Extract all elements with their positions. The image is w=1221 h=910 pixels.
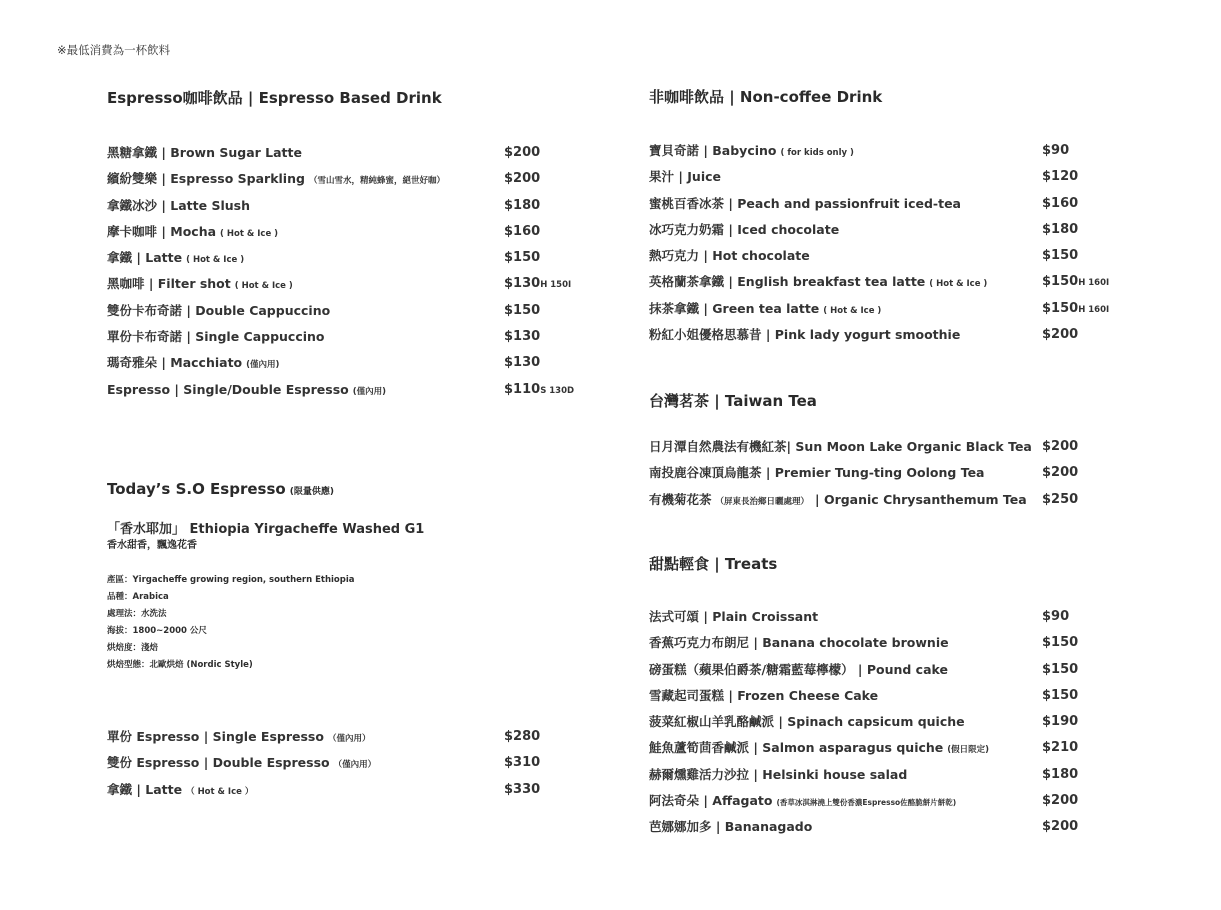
menu-item: 寶貝奇諾 | Babycino ( for kids only ) $90 xyxy=(649,143,1070,158)
espresso-list xyxy=(107,140,607,403)
treats-section xyxy=(649,552,1169,576)
detail-line: 海拔：1800~2000 公尺 xyxy=(107,626,207,636)
item-price: $130 xyxy=(504,329,541,345)
menu-item: 日月潭自然農法有機紅茶| Sun Moon Lake Organic Black Tea $200 xyxy=(649,434,1169,460)
item-price: $150 xyxy=(1042,274,1079,290)
item-price: $130 xyxy=(504,355,541,371)
item-price: $200 xyxy=(504,171,541,187)
item-price: $150 xyxy=(1042,248,1079,264)
espresso-section-title: Espresso咖啡飲品 | Espresso Based Drink xyxy=(107,89,442,107)
menu-item: 繽紛雙樂 | Espresso Sparkling （雪山雪水，精純蜂蜜，絕世好咖） $200 xyxy=(107,171,541,187)
menu-item: 法式可頌 | Plain Croissant $90 xyxy=(649,604,1169,630)
bean-name: 「香水耶加」 Ethiopia Yirgacheffe Washed G1 xyxy=(107,522,425,537)
minimum-charge-note: ※最低消費為一杯飲料 xyxy=(57,43,171,57)
espresso-section xyxy=(107,86,607,110)
menu-item: 阿法奇朵 | Affagato (香草冰淇淋澆上雙份香濃Espresso佐酪脆餅片餅乾) $200 xyxy=(649,788,1169,814)
so-espresso-title: Today’s S.O Espresso (限量供應) xyxy=(107,480,334,498)
menu-item: 拿鐵冰沙 | Latte Slush $180 xyxy=(107,197,541,213)
tea-section xyxy=(649,389,1169,413)
menu-item: 冰巧克力奶霜 | Iced chocolate $180 xyxy=(649,221,1079,237)
item-price: $330 xyxy=(504,781,541,797)
menu-item: 單份卡布奇諾 | Single Cappuccino $130 xyxy=(107,329,541,345)
menu-item: 南投鹿谷凍頂烏龍茶 | Premier Tung-ting Oolong Tea $200 xyxy=(649,460,1169,486)
menu-item: 磅蛋糕（蘋果伯爵茶/糖霜藍莓檸檬） | Pound cake $150 xyxy=(649,657,1169,683)
item-price: $130 xyxy=(504,276,541,292)
menu-item: 雪藏起司蛋糕 | Frozen Cheese Cake $150 xyxy=(649,683,1169,709)
item-price: $90 xyxy=(1042,609,1070,624)
menu-item: 拿鐵 | Latte ( Hot & Ice ) $150 xyxy=(107,250,541,266)
item-price: $200 xyxy=(1042,819,1079,835)
menu-item: 香蕉巧克力布朗尼 | Banana chocolate brownie $150 xyxy=(649,630,1169,656)
item-price: $150 xyxy=(504,250,541,266)
bean-description: 香水甜香，飄逸花香 xyxy=(107,540,197,551)
tea-list xyxy=(649,434,1169,513)
noncoffee-list xyxy=(649,138,1169,348)
bean-info xyxy=(107,521,607,553)
item-price: $160 xyxy=(504,223,541,239)
menu-item: 鮭魚蘆筍茴香鹹派 | Salmon asparagus quiche (假日限定) $210 xyxy=(649,735,1169,761)
item-price: $180 xyxy=(1042,221,1079,237)
item-price: $280 xyxy=(504,729,541,744)
menu-item: 有機菊花茶 （屏東長治鄉日曬處理） | Organic Chrysanthemum Tea $250 xyxy=(649,487,1169,513)
item-price: $190 xyxy=(1042,714,1079,730)
item-price: $180 xyxy=(504,197,541,213)
menu-item: 熱巧克力 | Hot chocolate $150 xyxy=(649,248,1079,264)
menu-item: 黑咖啡 | Filter shot ( Hot & Ice ) $130H 150I xyxy=(107,276,572,292)
bean-details xyxy=(107,572,607,674)
treats-list xyxy=(649,604,1169,841)
menu-item: 芭娜娜加多 | Bananagado $200 xyxy=(649,814,1169,840)
item-price: $200 xyxy=(1042,439,1079,454)
menu-item: 赫爾燻雞活力沙拉 | Helsinki house salad $180 xyxy=(649,762,1169,788)
menu-item: 英格蘭茶拿鐵 | English breakfast tea latte ( Hot & Ice ) $150H 160I xyxy=(649,274,1110,290)
so-espresso-section xyxy=(107,477,607,501)
item-price: $250 xyxy=(1042,491,1079,507)
detail-line: 產區：Yirgacheffe growing region, southern Ethiopia xyxy=(107,575,355,585)
menu-item: 瑪奇雅朵 | Macchiato (僅內用) $130 xyxy=(107,355,541,371)
menu-item: 黑糖拿鐵 | Brown Sugar Latte $200 xyxy=(107,145,541,160)
menu-item: 拿鐵 | Latte （ Hot & Ice ） $330 xyxy=(107,777,607,803)
item-price: $150 xyxy=(1042,635,1079,651)
tea-section-title: 台灣茗茶 | Taiwan Tea xyxy=(649,392,817,410)
item-price: $180 xyxy=(1042,766,1079,782)
treats-section-title: 甜點輕食 | Treats xyxy=(649,555,778,573)
menu-item: 菠菜紅椒山羊乳酪鹹派 | Spinach capsicum quiche $190 xyxy=(649,709,1169,735)
item-price: $150 xyxy=(1042,661,1079,677)
noncoffee-section-title: 非咖啡飲品 | Non-coffee Drink xyxy=(649,88,883,106)
item-price: $310 xyxy=(504,755,541,771)
item-price: $200 xyxy=(504,145,541,160)
detail-line: 烘焙度：淺焙 xyxy=(107,643,159,653)
item-price: $90 xyxy=(1042,143,1070,158)
item-price: $200 xyxy=(1042,793,1079,809)
item-price: $210 xyxy=(1042,740,1079,756)
item-price: $150 xyxy=(1042,300,1079,316)
item-price: $200 xyxy=(1042,465,1079,481)
so-espresso-list xyxy=(107,724,607,803)
menu-item: 蜜桃百香冰茶 | Peach and passionfruit iced-tea $160 xyxy=(649,195,1079,211)
item-price: $120 xyxy=(1042,169,1079,185)
menu-item: Espresso | Single/Double Espresso (僅內用) $110S 130D xyxy=(107,381,575,397)
detail-line: 品種：Arabica xyxy=(107,592,169,602)
item-price: $150 xyxy=(504,302,541,318)
item-price: $110 xyxy=(504,381,541,397)
menu-item: 單份 Espresso | Single Espresso （僅內用） $280 xyxy=(107,724,607,750)
item-price: $200 xyxy=(1042,327,1079,343)
menu-item: 雙份卡布奇諾 | Double Cappuccino $150 xyxy=(107,302,541,318)
detail-line: 處理法：水洗法 xyxy=(107,609,167,619)
menu-item: 粉紅小姐優格思慕昔 | Pink lady yogurt smoothie $200 xyxy=(649,327,1079,343)
menu-item: 雙份 Espresso | Double Espresso （僅內用） $310 xyxy=(107,750,607,776)
menu-item: 抹茶拿鐵 | Green tea latte ( Hot & Ice ) $150H 160I xyxy=(649,300,1110,316)
item-price: $150 xyxy=(1042,687,1079,703)
menu-item: 果汁 | Juice $120 xyxy=(649,169,1079,185)
item-price: $160 xyxy=(1042,195,1079,211)
detail-line: 烘焙型態：北歐烘焙 (Nordic Style) xyxy=(107,660,253,670)
menu-item: 摩卡咖啡 | Mocha ( Hot & Ice ) $160 xyxy=(107,223,541,239)
noncoffee-section xyxy=(649,85,1169,109)
